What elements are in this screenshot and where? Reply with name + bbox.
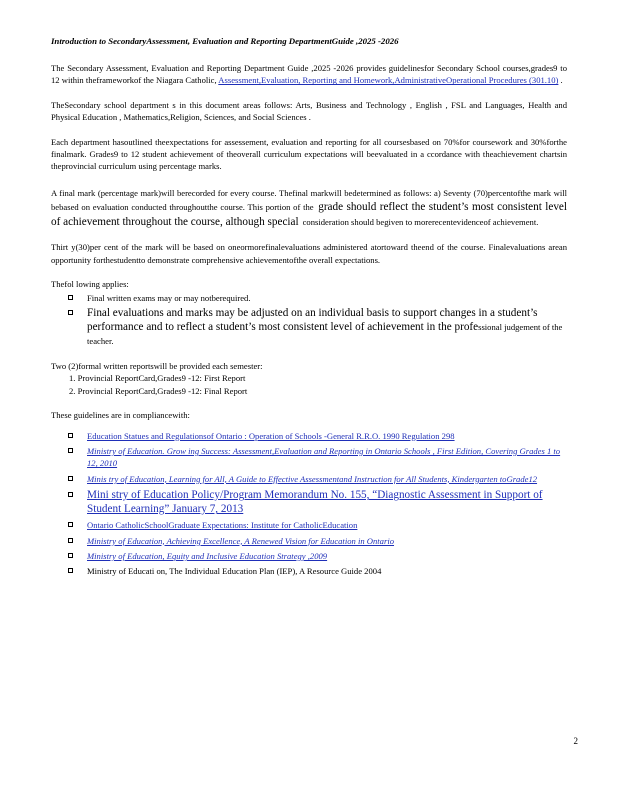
- bullet-box-icon: [68, 433, 73, 438]
- reference-item: [51, 488, 567, 516]
- departments-paragraph: TheSecondary school department s in this document areas follows: Arts, Business and Technology , English , FSL and Languages, Health and Physical Education , Mathematics,Religion, Sciences, and Social Sciences .: [51, 99, 567, 123]
- reference-link[interactable]: Education Statues and Regulationsof Ontario : Operation of Schools -General R.R.O. 1990 Regulation 298: [87, 430, 455, 441]
- bullet-box-icon: [68, 538, 73, 543]
- compliance-intro: These guidelines are in compliancewith:: [51, 410, 190, 421]
- bullet-box-icon: [68, 448, 73, 453]
- final-mark-text-1: A final mark (percentage mark)will berecorded for every course. Thefinal markwill bedetermined as follows: a) Seventy (70)percentofthe mark will bebased on evaluation conducted throughoutthe course. This portion of the: [51, 187, 567, 213]
- intro-text: The Secondary Assessment, Evaluation and Reporting Department Guide ,2025 -2026 provides guidelinesfor Secondary School courses,grades9 to 12 within theframeworkof the Niagara Catholic,: [51, 63, 567, 86]
- intro-paragraph: [51, 62, 567, 87]
- list-item-text-small: ssional judgement of the teacher.: [87, 321, 563, 346]
- final-mark-paragraph: [51, 185, 567, 229]
- list-item-text: Final evaluations and marks may be adjusted on an individual basis to support changes in a student’s performance and to reflect a student’s most consistent level of achievement in the profe: [87, 306, 538, 333]
- assessment-procedures-link[interactable]: Assessment,Evaluation, Reporting and Homework,AdministrativeOperational Procedures (301.10): [218, 75, 559, 86]
- applies-list: [51, 292, 567, 347]
- list-item: [51, 292, 567, 304]
- document-title: Introduction to SecondaryAssessment, Evaluation and Reporting DepartmentGuide ,2025 -2026: [51, 36, 399, 46]
- report-item: 1. Provincial ReportCard,Grades9 -12: First Report: [69, 373, 246, 384]
- report-item: 2. Provincial ReportCard,Grades9 -12: Final Report: [69, 385, 248, 396]
- reference-item: [51, 430, 567, 442]
- reports-list: [51, 372, 567, 397]
- final-evaluations-paragraph: Thirt y(30)per cent of the mark will be based on oneormorefinalevaluations administered atortoward theend of the course. Finalevaluations arean opportunity forthestudentto demonstrate comprehensive achievementofthe overall expectations.: [51, 242, 567, 265]
- bullet-box-icon: [68, 568, 73, 573]
- reference-link[interactable]: Mini stry of Education Policy/Program Memorandum No. 155, “Diagnostic Assessment in Support of Student Learning” January 7, 2013: [87, 489, 543, 516]
- bullet-box-icon: [68, 295, 73, 300]
- bullet-box-icon: [68, 522, 73, 527]
- final-mark-text-2: grade should reflect the student’s most consistent level of achievement throughout the course, although special: [51, 201, 567, 229]
- bullet-box-icon: [68, 476, 73, 481]
- document-page: [51, 36, 567, 581]
- reference-link[interactable]: Ministry of Education, Equity and Inclusive Education Strategy ,2009: [87, 550, 328, 561]
- reference-item: [51, 535, 567, 547]
- bullet-box-icon: [68, 492, 73, 497]
- reference-text: Ministry of Educati on, The Individual Education Plan (IEP), A Resource Guide 2004: [87, 566, 382, 577]
- references-list: [51, 430, 567, 578]
- intro-end: .: [558, 75, 563, 86]
- reports-intro: Two (2)formal written reportswill be provided each semester:: [51, 360, 263, 371]
- final-mark-text-3: consideration should begiven to morerecentevidenceof achievement.: [302, 217, 539, 228]
- reference-item: [51, 550, 567, 562]
- reference-link[interactable]: Ministry of Education. Grow ing Success: Assessment,Evaluation and Reporting in Ontario Schools , First Edition, Covering Grades 1 to 12, 2010: [87, 445, 561, 469]
- reference-item: [51, 473, 567, 485]
- reference-link[interactable]: Minis try of Education, Learning for All, A Guide to Effective Assessmentand Instruction for All Students, Kindergarten toGrade12: [87, 473, 538, 484]
- list-item: [51, 306, 567, 348]
- page-number: 2: [573, 736, 578, 746]
- list-item-text: Final written exams may or may notberequired.: [87, 293, 251, 304]
- reference-link[interactable]: Ministry of Education, Achieving Excellence, A Renewed Vision for Education in Ontario: [87, 535, 395, 546]
- bullet-box-icon: [68, 310, 73, 315]
- reference-item: [51, 445, 567, 470]
- bullet-box-icon: [68, 553, 73, 558]
- reference-item: [51, 519, 567, 531]
- applies-intro: Thefol lowing applies:: [51, 279, 129, 290]
- reference-link[interactable]: Ontario CatholicSchoolGraduate Expectations: Institute for CatholicEducation: [87, 520, 358, 531]
- reference-item: [51, 565, 567, 577]
- expectations-paragraph: Each department hasoutlined theexpectations for assessement, evaluation and reporting for all coursesbased on 70%for coursework and 30%forthe finalmark. Grades9 to 12 student achievement of theoverall curriculum expectations will beevaluated in a ccordance with theachievement chartsin theprovincial curriculum using percentage marks.: [51, 136, 567, 172]
